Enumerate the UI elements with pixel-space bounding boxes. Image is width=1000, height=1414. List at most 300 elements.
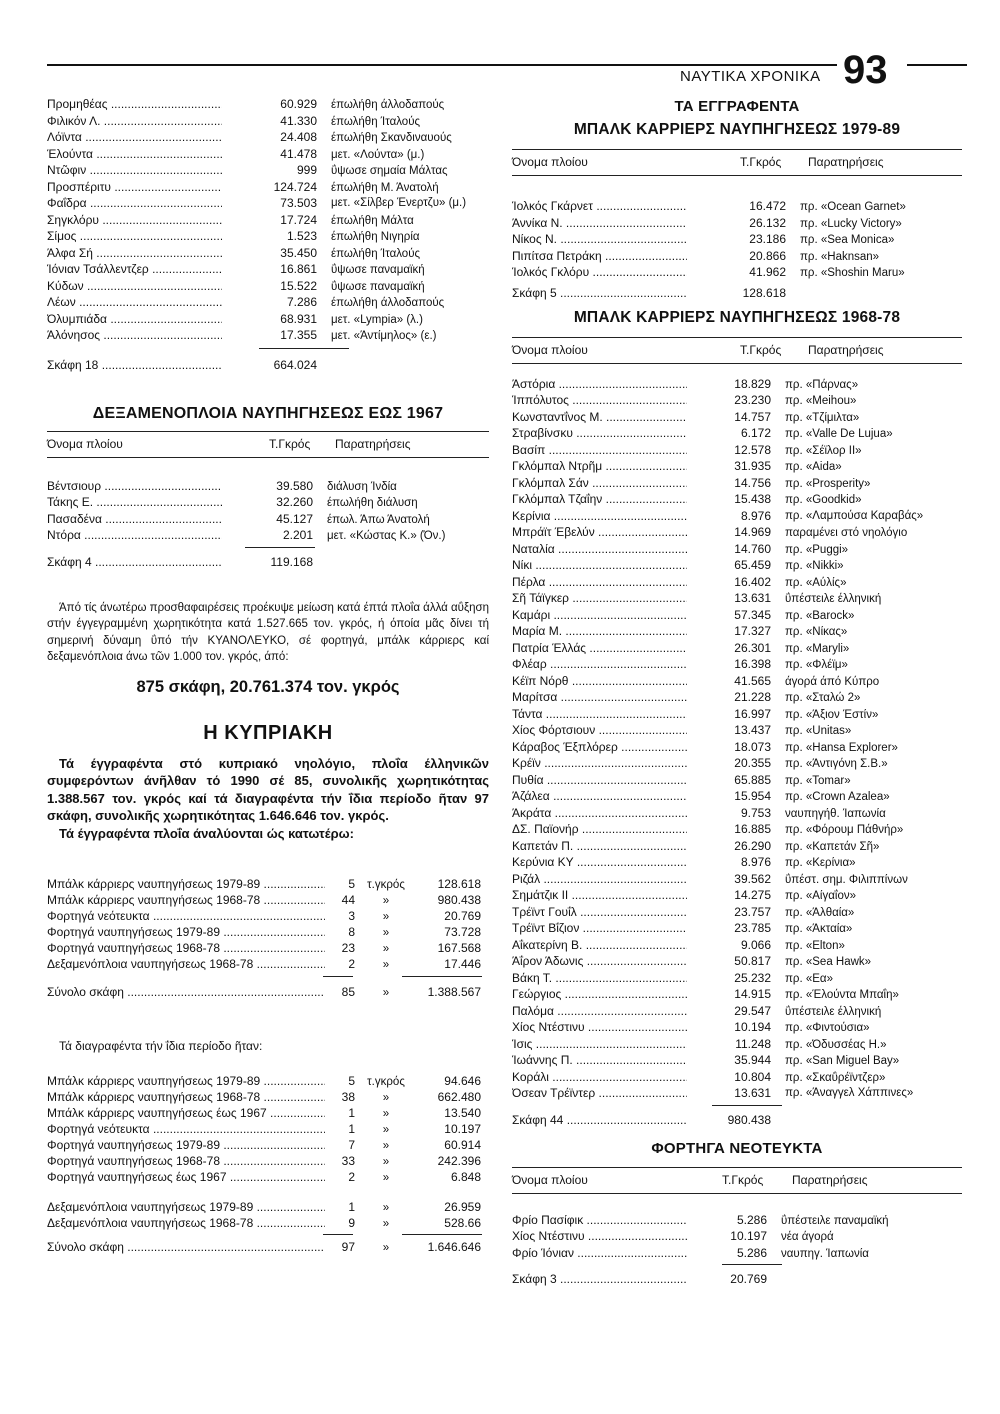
gross-tons: 41.962 [749, 265, 786, 279]
summary-unit: » [382, 1171, 390, 1184]
ship-name: Γεώργιος ..... [512, 986, 687, 1003]
summary-label: Φορτηγά ναυπηγήσεως 1968-78 ..... [47, 940, 325, 956]
summary-unit: » [382, 1155, 390, 1168]
ship-row [512, 541, 962, 558]
ship-name: Ίππόλυτος ..... [512, 392, 687, 409]
bulk-6878-title: ΜΠΑΛΚ ΚΑΡΡΙΕΡΣ ΝΑΥΠΗΓΗΣΕΩΣ 1968-78 [573, 308, 901, 326]
header-rule-left [47, 64, 837, 66]
summary-value: 60.914 [444, 1137, 481, 1152]
summary-value: 10.197 [444, 1121, 481, 1136]
summary-row [47, 1239, 489, 1255]
ship-row [512, 788, 962, 805]
ship-row [512, 755, 962, 772]
ship-remark: έπωλήθη Ίταλούς [331, 115, 421, 128]
right-column [512, 98, 962, 1287]
deleted-summary [47, 1073, 489, 1185]
ship-row [512, 198, 962, 215]
ship-remark: πρ. «Tomar» [785, 774, 851, 787]
summary-value: 1.388.567 [427, 985, 481, 999]
col-notes-header: Παρατηρήσεις [335, 436, 411, 451]
gross-tons: 39.580 [276, 478, 313, 493]
gross-tons: 16.861 [280, 262, 317, 276]
ship-row [512, 425, 962, 442]
ship-remark: μετ. «Lympia» (λ.) [331, 313, 423, 326]
ship-name: Αΐκατερίνη Β. ..... [512, 937, 687, 954]
summary-row [47, 940, 489, 956]
newbuild-title: ΦΟΡΤΗΓΑ ΝΕΟΤΕΥΚΤΑ [651, 1139, 823, 1157]
ship-name: Πέρλα ..... [512, 574, 687, 591]
ship-remark: πρ. «Sea Hawk» [785, 956, 872, 968]
gross-tons: 41.330 [280, 113, 317, 128]
gross-tons: 60.929 [280, 97, 317, 111]
col-notes-header: Παρατηρήσεις [808, 155, 884, 169]
ship-remark: πρ. «Τζίμιλτα» [785, 411, 860, 424]
ship-name: Νίκος Ν. ..... [512, 231, 687, 248]
ship-remark: ΰψωσε παναμαϊκή [331, 264, 425, 276]
ship-row [47, 228, 489, 245]
gross-tons: 14.760 [734, 541, 771, 556]
gross-tons: 23.186 [749, 232, 786, 246]
total-label: Σκάφη 5 ..... [512, 285, 687, 301]
summary-count: 2 [348, 1169, 355, 1184]
ship-name: Ντόρα ..... [47, 527, 222, 544]
summary-value: 242.396 [437, 1153, 481, 1168]
summary-count: 9 [348, 1215, 355, 1230]
ship-remark: πρ. «Αύλίς» [785, 576, 847, 589]
gross-tons: 23.757 [734, 904, 771, 919]
gross-tons: 26.132 [749, 215, 786, 230]
ship-row [512, 1245, 962, 1262]
ship-remark: ΰπέστειλε έλληνική [785, 1005, 882, 1018]
col-tons-header: Τ.Γκρός [740, 155, 782, 169]
ship-remark: πρ. «Καπετάν Σῆ» [785, 840, 880, 853]
ship-remark: διάλυση Ίνδία [327, 480, 397, 493]
ship-name: Κρέϊν ..... [512, 755, 687, 772]
summary-row [47, 1199, 489, 1215]
ship-name: Βέντσιουρ ..... [47, 478, 222, 495]
summary-value: 980.438 [437, 893, 481, 907]
summary-rules [47, 972, 489, 982]
summary-row [47, 908, 489, 924]
gross-tons: 65.885 [734, 772, 771, 787]
ship-remark: ναυπηγ. Ίαπωνία [781, 1247, 869, 1260]
ship-remark: πρ. «Barock» [785, 609, 855, 622]
ship-name: Κερίνια ..... [512, 508, 687, 525]
gross-tons: 5.286 [736, 1245, 767, 1260]
total-value: 119.168 [270, 554, 313, 569]
summary-count: 8 [348, 925, 355, 939]
ship-row [512, 970, 962, 987]
ship-name: Άστόρια ..... [512, 376, 687, 393]
gross-tons: 17.724 [280, 212, 317, 227]
ship-name: Σημάτζικ ΙΙ ..... [512, 887, 687, 904]
ship-remark: έπωλήθη Μ. Άνατολή [331, 181, 439, 194]
ship-remark: πρ. «San Miguel Bay» [785, 1055, 900, 1067]
gross-tons: 15.438 [734, 492, 771, 506]
ship-row [512, 1069, 962, 1086]
page-number: 93 [843, 48, 888, 92]
gross-tons: 23.230 [734, 393, 771, 407]
ship-row [512, 821, 962, 838]
ship-row [47, 311, 489, 328]
ship-remark: πρ. «Άναγγελ Χάππινες» [785, 1087, 914, 1099]
gross-tons: 31.935 [734, 459, 771, 473]
summary-row [47, 984, 489, 1000]
ship-name: Γκλόμπαλ Σάν ..... [512, 475, 687, 492]
summary-count: 3 [348, 909, 355, 923]
total-rule [722, 1264, 782, 1265]
ship-remark: πρ. «Κερίνια» [785, 857, 856, 869]
gross-tons: 25.232 [734, 970, 771, 985]
total-rule [402, 1234, 482, 1235]
ship-remark: πρ. «Ocean Garnet» [800, 201, 906, 213]
summary-row [47, 1073, 489, 1089]
ship-remark: πρ. «Goodkid» [785, 494, 862, 506]
ship-name: Μαρίτσα ..... [512, 689, 687, 706]
total-rule [323, 976, 353, 977]
summary-row [47, 1169, 489, 1185]
ship-row [512, 409, 962, 426]
summary-row [47, 876, 489, 892]
ship-name: Σηγκλόρυ ..... [47, 212, 222, 229]
summary-count: 1 [348, 1199, 355, 1214]
ship-remark: πρ. «Σταλώ 2» [785, 692, 861, 704]
registered-summary [47, 876, 489, 972]
total-value: 664.024 [273, 357, 317, 372]
ship-row [512, 1036, 962, 1053]
deleted-intro: Τά διαγραφέντα τήν ΐδια περίοδο ῆταν: [59, 1039, 263, 1053]
ship-name: Φρίο Πασίφικ ..... [512, 1212, 687, 1229]
ship-name: Ναταλία ..... [512, 541, 687, 558]
gross-tons: 12.578 [734, 442, 771, 457]
header-rule-right [907, 64, 967, 66]
summary-unit: » [382, 943, 390, 955]
total-value: 980.438 [727, 1112, 771, 1127]
gross-tons: 18.829 [734, 376, 771, 391]
ship-name: Γκλόμπαλ Ντρῆμ ..... [512, 458, 687, 475]
ship-name: Ριζάλ ..... [512, 871, 687, 888]
gross-tons: 35.944 [734, 1053, 771, 1067]
summary-count: 23 [341, 941, 355, 955]
ship-row [512, 491, 962, 508]
total-rule [259, 348, 349, 349]
gross-tons: 14.275 [734, 888, 771, 902]
ship-name: Προσπέριτυ ..... [47, 179, 222, 196]
ship-remark: πρ. «Haknsan» [800, 250, 880, 263]
gross-tons: 10.194 [734, 1020, 771, 1034]
ship-name: Μαρία Μ. ..... [512, 623, 687, 640]
ship-name: Κοράλι ..... [512, 1069, 687, 1086]
ship-name: Κερύνια ΚΥ ..... [512, 854, 687, 871]
summary-unit: » [382, 1123, 390, 1136]
gross-tons: 65.459 [734, 558, 771, 572]
ship-name: Πασαδένα ..... [47, 511, 222, 528]
ship-row [47, 245, 489, 262]
summary-value: 1.646.646 [427, 1239, 481, 1254]
ship-row [47, 478, 489, 495]
ship-row [47, 195, 489, 212]
ship-row [512, 673, 962, 690]
ship-name: Λόϊντα ..... [47, 129, 222, 146]
ship-row [512, 557, 962, 574]
ship-name: Άννίκα Ν. ..... [512, 215, 687, 232]
cyprus-heading: Η ΚΥΠΡΙΑΚΗ [203, 721, 333, 744]
ship-row [512, 607, 962, 624]
col-name-header: Όνομα πλοίου [512, 1172, 588, 1187]
ship-name: Φαΐδρα ..... [47, 195, 222, 212]
total-rule [323, 1234, 353, 1235]
gross-tons: 17.355 [280, 328, 317, 342]
summary-unit: » [382, 1091, 390, 1104]
ship-name: Χίος Φόρτσιουν ..... [512, 722, 687, 739]
summary-value: 13.540 [444, 1105, 481, 1120]
gross-tons: 16.398 [734, 657, 771, 671]
col-notes-header: Παρατηρήσεις [808, 342, 884, 357]
ship-remark: πρ. «Meihou» [785, 395, 857, 407]
summary-label: Μπάλκ κάρριερς ναυπηγήσεως έως 1967 ..... [47, 1105, 325, 1121]
ship-row [512, 248, 962, 265]
ship-remark: ΰψωσε παναμαϊκή [331, 280, 425, 293]
ship-name: Φρίο Ίόνιαν ..... [512, 1245, 687, 1262]
ship-name: Κάραβος Έξπλόρερ ..... [512, 739, 687, 756]
total-label: Σκάφη 18 ..... [47, 357, 222, 373]
gross-tons: 16.885 [734, 822, 771, 836]
ship-row [512, 838, 962, 855]
summary-count: 33 [341, 1153, 355, 1168]
gross-tons: 26.301 [734, 640, 771, 655]
ship-remark: πρ. «Nikki» [785, 560, 844, 572]
ship-row [512, 376, 962, 393]
total-label: Σκάφη 4 ..... [47, 554, 222, 570]
gross-tons: 2.201 [282, 528, 313, 542]
gross-tons: 29.547 [734, 1003, 771, 1018]
ship-row [512, 640, 962, 657]
gross-tons: 68.931 [280, 311, 317, 326]
col-tons-header: Τ.Γκρός [722, 1172, 764, 1187]
ship-name: Άκράτα ..... [512, 805, 687, 822]
ship-row [512, 772, 962, 789]
ship-name: Φιλικόν Λ. ..... [47, 113, 222, 130]
gross-tons: 13.437 [734, 723, 771, 737]
gross-tons: 6.172 [740, 426, 771, 440]
gross-tons: 20.866 [749, 248, 786, 263]
ship-name: Ντῶφιν ..... [47, 162, 222, 179]
summary-label: Φορτηγά νεότευκτα ..... [47, 908, 325, 924]
gross-tons: 39.562 [734, 871, 771, 886]
ship-remark: πρ. «Sea Monica» [800, 234, 895, 246]
summary-label: Φορτηγά ναυπηγήσεως 1979-89 ..... [47, 1137, 325, 1153]
summary-row [47, 1105, 489, 1121]
ship-row [512, 475, 962, 492]
summary-unit: » [382, 895, 390, 907]
summary-count: 7 [348, 1137, 355, 1152]
col-tons-header: Τ.Γκρός [269, 436, 311, 451]
disposed-ships-table [47, 96, 489, 344]
ship-name: Άλόνησος ..... [47, 327, 222, 344]
ship-remark: μετ. «Κώστας Κ.» (Όν.) [327, 530, 446, 542]
summary-value: 20.769 [444, 909, 481, 923]
gross-tons: 16.402 [734, 574, 771, 589]
ship-row [512, 739, 962, 756]
gross-tons: 14.756 [734, 475, 771, 490]
ship-row [47, 146, 489, 163]
ship-remark: έπωλ. Άπω Άνατολή [327, 513, 430, 526]
ship-row [512, 953, 962, 970]
ship-remark: πρ. «Prosperity» [785, 477, 871, 490]
summary-label: Μπάλκ κάρριερς ναυπηγήσεως 1979-89 ..... [47, 1073, 325, 1089]
summary-label: Φορτηγά νεότευκτα ..... [47, 1121, 325, 1137]
ship-row [512, 1019, 962, 1036]
summary-count: 97 [341, 1239, 355, 1254]
ship-row [512, 920, 962, 937]
summary-unit: » [382, 1217, 390, 1230]
col-tons-header: Τ.Γκρός [740, 342, 782, 357]
gross-tons: 15.522 [280, 278, 317, 293]
ship-name: Ίολκός Γκλόρυ ..... [512, 264, 687, 281]
ship-row [512, 442, 962, 459]
ship-remark: πρ. «Φιντούσια» [785, 1022, 870, 1034]
bulk-7989-table-header [512, 149, 962, 176]
summary-count: 5 [348, 877, 355, 891]
ship-name: Μπράϊτ Έβελύν ..... [512, 524, 687, 541]
ship-row [47, 212, 489, 229]
ship-name: Γκλόμπαλ Τζαΐην ..... [512, 491, 687, 508]
gross-tons: 16.472 [749, 199, 786, 213]
bulk-7989-table [512, 198, 962, 281]
gross-tons: 35.450 [280, 245, 317, 260]
ship-remark: νέα άγορά [781, 1231, 834, 1243]
ship-row [512, 937, 962, 954]
ship-row [47, 511, 489, 528]
ship-remark: έπωλήθη Νιγηρία [331, 231, 420, 243]
ship-row [47, 129, 489, 146]
ship-name: Κέϊπ Νόρθ ..... [512, 673, 687, 690]
total-row [47, 554, 489, 570]
ship-remark: πρ. «Lucky Victory» [800, 217, 902, 230]
tankers-table-header [47, 431, 489, 458]
ship-name: Σῆ Τάϊγκερ ..... [512, 590, 687, 607]
ship-name: Όσεαν Τρέϊντερ ..... [512, 1085, 687, 1102]
ship-row [512, 904, 962, 921]
gross-tons: 9.753 [740, 805, 771, 820]
ship-row [47, 261, 489, 278]
summary-unit: » [382, 987, 390, 999]
col-name-header: Όνομα πλοίου [47, 436, 123, 451]
ship-row [512, 706, 962, 723]
summary-unit: » [382, 1241, 390, 1254]
total-rule [712, 1105, 782, 1106]
ship-name: Κωνσταντΐνος Μ. ..... [512, 409, 687, 426]
summary-value: 6.848 [450, 1169, 481, 1184]
summary-value: 128.618 [437, 877, 481, 891]
ship-row [512, 623, 962, 640]
ship-row [512, 215, 962, 232]
ship-name: Τάντα ..... [512, 706, 687, 723]
gross-tons: 8.976 [740, 855, 771, 869]
ship-remark: πρ. «Νίκας» [785, 626, 848, 638]
ship-row [512, 1003, 962, 1020]
ship-remark: πρ. «Unitas» [785, 725, 852, 737]
ship-remark: ΰψωσε σημαία Μάλτας [331, 165, 448, 177]
ship-remark: παραμένει στό νηολόγιο [785, 527, 908, 539]
summary-row [47, 1121, 489, 1137]
summary-label: Μπάλκ κάρριερς ναυπηγήσεως 1979-89 ..... [47, 876, 325, 892]
ship-row [512, 458, 962, 475]
ship-row [512, 887, 962, 904]
ship-row [47, 527, 489, 544]
cyprus-paragraph-2: Τά έγγραφέντα πλοΐα άναλύονται ώς κατωτέρω: [59, 825, 354, 841]
gross-tons: 13.631 [734, 591, 771, 605]
ship-remark: πρ. «Valle De Lujua» [785, 428, 893, 440]
summary-paragraph: Άπό τίς άνωτέρω προσθαφαιρέσεις προέκυψε μείωση κατά έπτά πλοΐα άλλά αΰξηση στήν έγγεγραμμένη χωρητικότητα κατά 1.527.665 τον. γκρός, ή όποία μᾶς δίνει τή σημερινή δύναμη ΰπό τήν ΚΥΑΝΟΛΕΥΚΟ, σέ φορτηγά, μπάλκ κάρριερς καί δεξαμενόπλοια άνω τῶν 1.000 τον. γκρός, άπό: [47, 601, 489, 663]
ship-row [47, 162, 489, 179]
summary-value: 528.66 [444, 1215, 481, 1230]
gross-tons: 9.066 [740, 937, 771, 952]
ship-name: Βασίπ ..... [512, 442, 687, 459]
summary-count: 5 [348, 1073, 355, 1088]
ship-name: Τρέϊντ Γουΐλ ..... [512, 904, 687, 921]
total-row [512, 1271, 962, 1287]
summary-row [47, 1137, 489, 1153]
gross-tons: 11.248 [735, 1036, 771, 1051]
ship-name: Φλέαρ ..... [512, 656, 687, 673]
summary-unit: τ.γκρός [367, 1075, 405, 1088]
col-name-header: Όνομα πλοίου [512, 342, 588, 357]
ship-row [512, 590, 962, 607]
gross-tons: 23.785 [734, 921, 771, 935]
summary-row [47, 1215, 489, 1231]
total-value: 20.769 [730, 1272, 767, 1286]
summary-count: 38 [341, 1089, 355, 1104]
total-rule [402, 976, 482, 977]
bulk-6878-table-header [512, 337, 962, 364]
ship-remark: μετ. «Σίλβερ Ένερτζυ» (μ.) [331, 197, 467, 209]
ship-name: Ίωάννης Π. ..... [512, 1052, 687, 1069]
ship-remark: έπωλήθη άλλοδαπούς [331, 99, 445, 111]
newbuild-table-header [512, 1167, 962, 1194]
ship-remark: πρ. «Άξιον Έστίν» [785, 708, 879, 721]
total-value: 128.618 [742, 285, 786, 300]
ship-row [512, 1212, 962, 1229]
ship-remark: πρ. «Όδυσσέας Η.» [785, 1038, 887, 1051]
deleted-total [47, 1239, 489, 1255]
ship-row [512, 1228, 962, 1245]
gross-tons: 50.817 [734, 954, 771, 968]
ship-row [512, 231, 962, 248]
summary-value: 26.959 [444, 1199, 481, 1214]
ship-row [512, 1085, 962, 1102]
ship-remark: πρ. «Σέϊλορ ΙΙ» [785, 444, 862, 457]
gross-tons: 45.127 [276, 511, 313, 526]
ship-row [512, 805, 962, 822]
ship-row [47, 494, 489, 511]
ship-name: Άλφα Σή ..... [47, 245, 222, 262]
gross-tons: 32.260 [276, 495, 313, 509]
ship-name: ΔΣ. Παϊονήρ ..... [512, 821, 687, 838]
registered-heading: ΤΑ ΕΓΓΡΑΦΕΝΤΑ [674, 98, 800, 115]
gross-tons: 14.969 [734, 525, 771, 539]
col-notes-header: Παρατηρήσεις [792, 1172, 868, 1187]
ship-remark: έπωλήθη Σκανδιναυούς [331, 132, 452, 144]
gross-tons: 7.286 [286, 295, 317, 309]
ship-remark: πρ. «Φλέϊμ» [785, 659, 848, 671]
tankers-title: ΔΕΞΑΜΕΝΟΠΛΟΙΑ ΝΑΥΠΗΓΗΣΕΩΣ ΕΩΣ 1967 [92, 404, 444, 422]
ship-row [512, 871, 962, 888]
gross-tons: 16.997 [734, 706, 771, 721]
ship-remark: πρ. «Άκταία» [785, 923, 853, 935]
summary-label: Δεξαμενόπλοια ναυπηγήσεως 1968-78 ..... [47, 1215, 325, 1231]
total-row [512, 285, 962, 301]
